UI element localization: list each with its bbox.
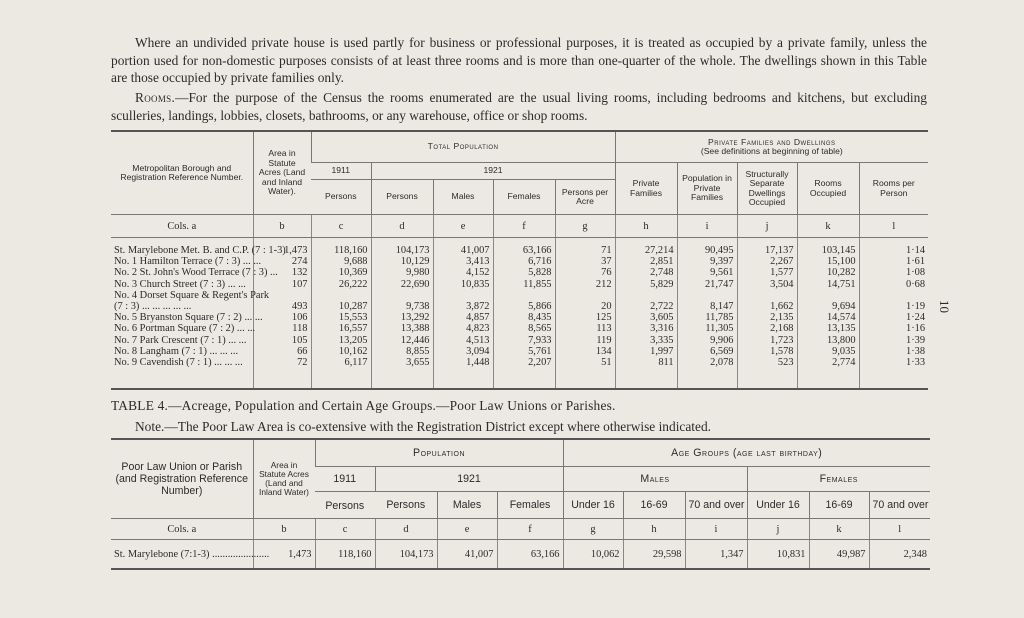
- table-cell: 2,135: [737, 312, 797, 323]
- table-cell: 14,574: [797, 312, 859, 323]
- table-cell: 2,348: [869, 540, 930, 570]
- table-cell: 8,147: [677, 301, 737, 312]
- header-private-families: [615, 131, 928, 163]
- header-persons: Persons: [371, 180, 433, 215]
- table4-title: [111, 398, 616, 414]
- row-label: (7 : 3) ... ... ... ... ...: [114, 301, 192, 313]
- table-cell: 1,723: [737, 335, 797, 346]
- row-label: St. Marylebone Met. B. and C.P. (7 : 1-3): [114, 245, 286, 256]
- table-cell: 12,446: [371, 335, 433, 346]
- table-cell: 274: [253, 256, 311, 267]
- table-cell: 22,690: [371, 279, 433, 290]
- col-letter: c: [311, 215, 371, 238]
- table-cell: 15,553: [311, 312, 371, 323]
- table-cell: 63,166: [497, 540, 563, 570]
- table-cell: 8,435: [493, 312, 555, 323]
- table-cell: 2,851: [615, 256, 677, 267]
- row-label: No. 1 Hamilton Terrace (7 : 3) ... ...: [114, 256, 262, 268]
- table-cell: 9,035: [797, 346, 859, 357]
- table-cell: [859, 290, 928, 301]
- table-cell: 1,473: [253, 540, 315, 570]
- table-cell: 5,828: [493, 267, 555, 278]
- table4-title-text: —Acreage, Population and Certain Age Groups.—Poor Law Unions or Parishes.: [168, 398, 616, 413]
- table-cell: 41,007: [437, 540, 497, 570]
- header-1921: 1921: [371, 163, 615, 180]
- header-area-4: Area in Statute Acres (Land and Inland Water): [253, 439, 315, 519]
- row-label: No. 5 Bryanston Square (7 : 2) ... ...: [114, 312, 263, 324]
- table-cell: 13,135: [797, 323, 859, 334]
- header-males: Males: [433, 180, 493, 215]
- row-label: No. 3 Church Street (7 : 3) ... ...: [114, 278, 246, 290]
- table-cell: 66: [253, 346, 311, 357]
- table-cell: 5,829: [615, 279, 677, 290]
- table-cell: 7,933: [493, 335, 555, 346]
- header-private-title: Private Families and Dwellings: [708, 136, 836, 147]
- header-rooms-per: Rooms per Person: [859, 163, 928, 215]
- table-cell: 71: [555, 238, 615, 257]
- col-letter: Cols. a: [111, 215, 253, 238]
- rooms-text: —For the purpose of the Census the rooms enumerated are the usual living rooms, including bedrooms and kitchens, but excluding sculleries, landings, lobbies, closets, bathrooms, or any warehouse, office or shop rooms.: [111, 90, 927, 123]
- table-row: [111, 301, 928, 312]
- col-letter: k: [797, 215, 859, 238]
- header-1911: 1911: [311, 163, 371, 180]
- header-dwellings: Structurally Separate Dwellings Occupied: [737, 163, 797, 215]
- table-cell: 9,561: [677, 267, 737, 278]
- table-cell: 106: [253, 312, 311, 323]
- table-cell: 132: [253, 267, 311, 278]
- table-cell: 1·39: [859, 335, 928, 346]
- col-letter: g: [563, 519, 623, 540]
- table-cell: 1,473: [253, 238, 311, 257]
- table-cell: 10,282: [797, 267, 859, 278]
- header-age-groups: Age Groups (age last birthday): [563, 439, 930, 467]
- table-cell: 105: [253, 335, 311, 346]
- table-cell: 2,722: [615, 301, 677, 312]
- header-private-sub: (See definitions at beginning of table): [700, 146, 843, 156]
- row-label: St. Marylebone (7:1-3) ......................: [114, 548, 270, 560]
- col-letter: k: [809, 519, 869, 540]
- table-cell: 10,369: [311, 267, 371, 278]
- header-70-f: 70 and over: [869, 492, 930, 519]
- col-letter: j: [747, 519, 809, 540]
- table-cell: 10,831: [747, 540, 809, 570]
- header-males-4: Males: [437, 492, 497, 519]
- col-letter: h: [623, 519, 685, 540]
- table-cell: [493, 290, 555, 301]
- table-row: [111, 256, 928, 267]
- table-row: [111, 540, 930, 570]
- table-cell: 51: [555, 357, 615, 389]
- table-cell: 3,605: [615, 312, 677, 323]
- table-age-groups: [111, 438, 930, 570]
- table-cell: 90,495: [677, 238, 737, 257]
- table-cell: 118,160: [311, 238, 371, 257]
- col-letter: j: [737, 215, 797, 238]
- table-cell: 9,397: [677, 256, 737, 267]
- table-cell: 2,207: [493, 357, 555, 389]
- header-1921-4: 1921: [375, 467, 563, 492]
- table-cell: 0·68: [859, 279, 928, 290]
- header-under16-m: Under 16: [563, 492, 623, 519]
- table-cell: 9,694: [797, 301, 859, 312]
- col-letter: b: [253, 519, 315, 540]
- header-pop-private: Population in Private Families: [677, 163, 737, 215]
- table-cell: 119: [555, 335, 615, 346]
- table-cell: 8,565: [493, 323, 555, 334]
- table-cell: 3,504: [737, 279, 797, 290]
- note-text: —The Poor Law Area is co-extensive with the Registration District except where otherwise indicated.: [164, 419, 712, 434]
- col-letter: e: [437, 519, 497, 540]
- table4-title-prefix: TABLE 4.: [111, 398, 169, 413]
- table-cell: 1·24: [859, 312, 928, 323]
- table-cell: 134: [555, 346, 615, 357]
- table4-note: [135, 419, 711, 435]
- header-private-families-count: Private Families: [615, 163, 677, 215]
- table-cell: 6,716: [493, 256, 555, 267]
- table-row: [111, 267, 928, 278]
- table-cell: 49,987: [809, 540, 869, 570]
- header-under16-f: Under 16: [747, 492, 809, 519]
- col-letter: l: [859, 215, 928, 238]
- row-label: No. 4 Dorset Square & Regent's Park: [114, 289, 270, 301]
- col-letter: c: [315, 519, 375, 540]
- table-cell: 212: [555, 279, 615, 290]
- table-cell: 27,214: [615, 238, 677, 257]
- table-cell: 13,388: [371, 323, 433, 334]
- table-cell: 1,662: [737, 301, 797, 312]
- col-letter: f: [493, 215, 555, 238]
- table-cell: [371, 290, 433, 301]
- table-cell: 1·08: [859, 267, 928, 278]
- col-letter: g: [555, 215, 615, 238]
- table-cell: 76: [555, 267, 615, 278]
- table-cell: 15,100: [797, 256, 859, 267]
- table-cell: 13,800: [797, 335, 859, 346]
- table-cell: 6,569: [677, 346, 737, 357]
- col-letter: f: [497, 519, 563, 540]
- col-letter: Cols. a: [111, 519, 253, 540]
- table-cell: 125: [555, 312, 615, 323]
- table-cell: [737, 290, 797, 301]
- intro-paragraph: Where an undivided private house is used partly for business or professional purposes, it is treated as occupied by a private family, unless the portion used for non-domestic purposes consists of at least three rooms and is more than one-quarter of the whole. The dwellings shown in this Table are those occupied by private families only.: [111, 35, 927, 85]
- table-cell: 1·16: [859, 323, 928, 334]
- table-cell: 2,078: [677, 357, 737, 389]
- table-cell: [311, 290, 371, 301]
- table-cell: 10,062: [563, 540, 623, 570]
- table-row: [111, 238, 928, 257]
- col-letter: d: [371, 215, 433, 238]
- table-cell: 11,305: [677, 323, 737, 334]
- column-letters-4: [111, 519, 930, 540]
- table-cell: 2,168: [737, 323, 797, 334]
- table-cell: [615, 290, 677, 301]
- table-cell: 3,872: [433, 301, 493, 312]
- table-cell: 1,577: [737, 267, 797, 278]
- table-cell: 1·38: [859, 346, 928, 357]
- table-cell: 13,205: [311, 335, 371, 346]
- table-cell: 21,747: [677, 279, 737, 290]
- table-cell: [797, 290, 859, 301]
- col-letter: i: [685, 519, 747, 540]
- table-cell: 5,761: [493, 346, 555, 357]
- header-total-population: Total Population: [311, 131, 615, 163]
- table-row: [111, 335, 928, 346]
- table-cell: [433, 290, 493, 301]
- table-row: [111, 357, 928, 389]
- table-cell: 103,145: [797, 238, 859, 257]
- rooms-paragraph: [111, 89, 927, 124]
- header-16-69-m: 16-69: [623, 492, 685, 519]
- table-cell: 3,094: [433, 346, 493, 357]
- header-area: Area in Statute Acres (Land and Inland Water).: [253, 131, 311, 215]
- row-label: No. 8 Langham (7 : 1) ... ... ...: [114, 345, 239, 357]
- table-cell: 118: [253, 323, 311, 334]
- table-cell: 4,513: [433, 335, 493, 346]
- table-cell: 3,655: [371, 357, 433, 389]
- header-persons-1911-4: Persons: [325, 500, 365, 512]
- table-cell: 11,855: [493, 279, 555, 290]
- col-letter: e: [433, 215, 493, 238]
- table-cell: 63,166: [493, 238, 555, 257]
- table-cell: 523: [737, 357, 797, 389]
- table-cell: 1,578: [737, 346, 797, 357]
- table-cell: 2,774: [797, 357, 859, 389]
- table-cell: 17,137: [737, 238, 797, 257]
- table-row: [111, 290, 928, 301]
- table-cell: 811: [615, 357, 677, 389]
- table-cell: 37: [555, 256, 615, 267]
- table-cell: 4,857: [433, 312, 493, 323]
- table-cell: 4,152: [433, 267, 493, 278]
- table-cell: 1,347: [685, 540, 747, 570]
- table-row: [111, 323, 928, 334]
- table-cell: 107: [253, 279, 311, 290]
- table-row: [111, 279, 928, 290]
- header-borough: Metropolitan Borough and Registration Reference Number.: [120, 162, 244, 182]
- table-cell: 10,287: [311, 301, 371, 312]
- header-persons-4: Persons: [386, 499, 426, 511]
- table-cell: [555, 290, 615, 301]
- table-cell: 9,906: [677, 335, 737, 346]
- table-cell: 16,557: [311, 323, 371, 334]
- header-males-group: Males: [563, 467, 747, 492]
- row-label: No. 2 St. John's Wood Terrace (7 : 3) ...: [114, 267, 278, 279]
- table-cell: 26,222: [311, 279, 371, 290]
- row-label: No. 6 Portman Square (7 : 2) ... ...: [114, 323, 256, 335]
- table-cell: 4,823: [433, 323, 493, 334]
- col-letter: h: [615, 215, 677, 238]
- table-row: [111, 312, 928, 323]
- header-population: Population: [315, 439, 563, 467]
- table-cell: 1,448: [433, 357, 493, 389]
- col-letter: d: [375, 519, 437, 540]
- table-cell: 14,751: [797, 279, 859, 290]
- header-persons-1911: Persons: [324, 191, 357, 202]
- table-cell: 10,129: [371, 256, 433, 267]
- header-females-4: Females: [497, 492, 563, 519]
- table-cell: 3,413: [433, 256, 493, 267]
- header-70-m: 70 and over: [685, 492, 747, 519]
- table-cell: 2,267: [737, 256, 797, 267]
- column-letters: [111, 215, 928, 238]
- table-cell: 1·19: [859, 301, 928, 312]
- table-cell: 3,316: [615, 323, 677, 334]
- table-cell: 1·33: [859, 357, 928, 389]
- table-cell: 10,835: [433, 279, 493, 290]
- col-letter: b: [253, 215, 311, 238]
- table-cell: 493: [253, 301, 311, 312]
- header-females-group: Females: [747, 467, 930, 492]
- header-1911-4: [315, 467, 375, 519]
- table-cell: 8,855: [371, 346, 433, 357]
- col-letter: i: [677, 215, 737, 238]
- table-private-families: [111, 130, 928, 390]
- table-cell: 41,007: [433, 238, 493, 257]
- table-cell: 113: [555, 323, 615, 334]
- table-cell: [677, 290, 737, 301]
- header-16-69-f: 16-69: [809, 492, 869, 519]
- header-females: Females: [493, 180, 555, 215]
- table-cell: 1,997: [615, 346, 677, 357]
- page-number: 10: [937, 300, 952, 313]
- header-per-acre: Persons per Acre: [555, 180, 615, 215]
- table-cell: 10,162: [311, 346, 371, 357]
- table-cell: 1·14: [859, 238, 928, 257]
- table-cell: 104,173: [375, 540, 437, 570]
- table-cell: 118,160: [315, 540, 375, 570]
- table-cell: 104,173: [371, 238, 433, 257]
- table-cell: 1·61: [859, 256, 928, 267]
- table-cell: 72: [253, 357, 311, 389]
- table-cell: 5,866: [493, 301, 555, 312]
- table-cell: 9,688: [311, 256, 371, 267]
- table-cell: 9,738: [371, 301, 433, 312]
- table-cell: 9,980: [371, 267, 433, 278]
- row-label: No. 7 Park Crescent (7 : 1) ... ...: [114, 334, 247, 346]
- col-letter: l: [869, 519, 930, 540]
- table-cell: 13,292: [371, 312, 433, 323]
- header-1911-label: 1911: [315, 473, 375, 492]
- row-label: No. 9 Cavendish (7 : 1) ... ... ...: [114, 357, 243, 369]
- rooms-lead: Rooms.: [135, 90, 176, 105]
- note-lead: Note.: [135, 419, 165, 434]
- table-row: [111, 346, 928, 357]
- table-cell: 6,117: [311, 357, 371, 389]
- table-cell: 20: [555, 301, 615, 312]
- table-cell: 2,748: [615, 267, 677, 278]
- table-cell: 3,335: [615, 335, 677, 346]
- header-rooms: Rooms Occupied: [797, 163, 859, 215]
- table-cell: 11,785: [677, 312, 737, 323]
- table-cell: 29,598: [623, 540, 685, 570]
- header-union: Poor Law Union or Parish (and Registration Reference Number): [115, 461, 248, 497]
